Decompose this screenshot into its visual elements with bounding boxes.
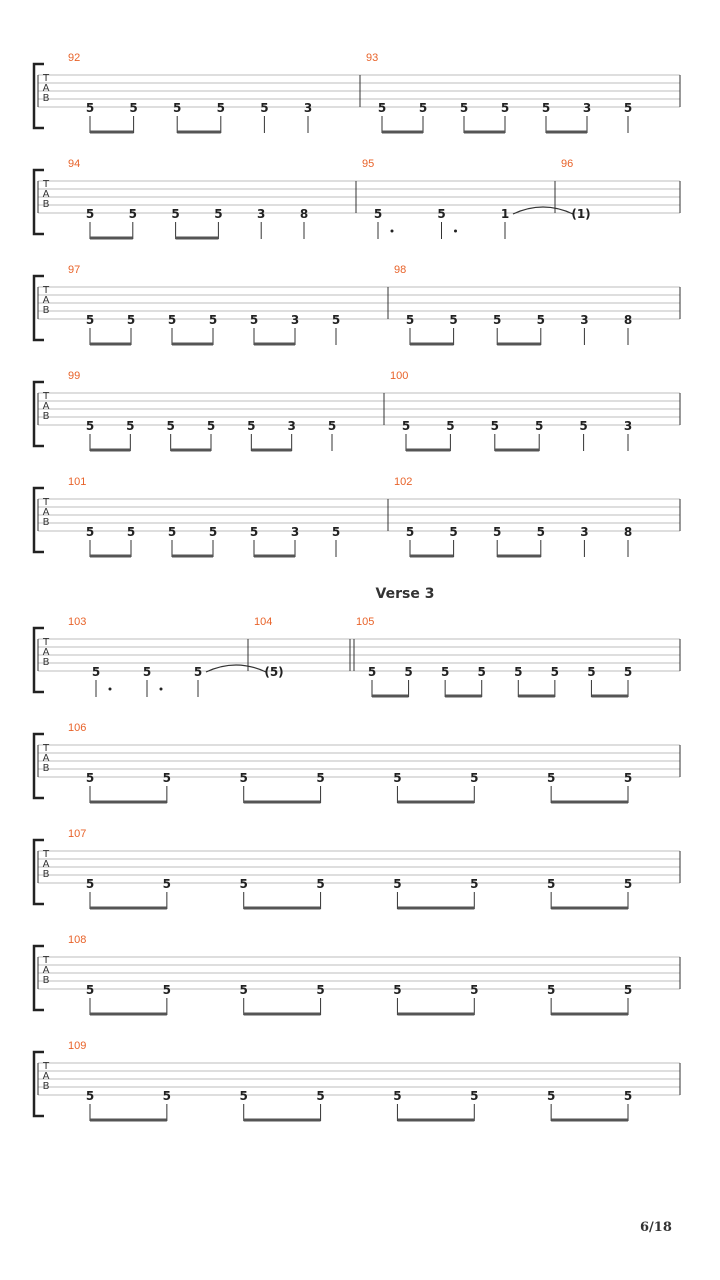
fret-number: 5 bbox=[459, 101, 469, 115]
tab-clef-letter: A bbox=[42, 859, 50, 870]
fret-number: 5 bbox=[85, 983, 95, 997]
section-title: Verse 3 bbox=[375, 586, 435, 602]
fret-number: (1) bbox=[571, 207, 591, 221]
fret-number: 5 bbox=[449, 525, 458, 539]
fret-number: 5 bbox=[316, 983, 325, 997]
fret-number: 5 bbox=[536, 313, 545, 327]
tab-clef-letter: B bbox=[42, 1081, 50, 1092]
fret-number: 5 bbox=[249, 525, 259, 539]
fret-number: 5 bbox=[85, 877, 95, 891]
fret-number: 5 bbox=[316, 771, 325, 785]
tab-clef-letter: T bbox=[42, 391, 50, 402]
fret-number: 5 bbox=[316, 1089, 325, 1103]
fret-number: 5 bbox=[546, 877, 556, 891]
fret-number: 5 bbox=[546, 771, 556, 785]
fret-number: 5 bbox=[126, 525, 136, 539]
fret-number: 5 bbox=[85, 207, 95, 221]
tab-clef-letter: A bbox=[42, 1071, 50, 1082]
measure-number: 99 bbox=[68, 370, 81, 382]
fret-number: 5 bbox=[579, 419, 588, 433]
fret-number: 5 bbox=[162, 1089, 172, 1103]
measure-number: 93 bbox=[366, 52, 379, 64]
fret-number: 5 bbox=[535, 419, 544, 433]
fret-number: 5 bbox=[405, 525, 415, 539]
fret-number: 5 bbox=[85, 313, 95, 327]
fret-number: 3 bbox=[290, 525, 300, 539]
fret-number: 5 bbox=[477, 665, 486, 679]
fret-number: 5 bbox=[126, 313, 136, 327]
fret-number: 5 bbox=[331, 525, 341, 539]
fret-number: 8 bbox=[299, 207, 309, 221]
fret-number: 5 bbox=[166, 419, 175, 433]
fret-number: 5 bbox=[171, 207, 180, 221]
tab-clef-letter: A bbox=[42, 83, 50, 94]
measure-number: 100 bbox=[390, 370, 409, 382]
fret-number: 5 bbox=[260, 101, 269, 115]
tab-clef-letter: B bbox=[42, 411, 50, 422]
fret-number: 5 bbox=[623, 877, 633, 891]
fret-number: 3 bbox=[580, 525, 589, 539]
fret-number: 8 bbox=[623, 313, 633, 327]
measure-number: 96 bbox=[561, 158, 574, 170]
rhythm-dot bbox=[454, 230, 457, 233]
fret-number: 5 bbox=[173, 101, 182, 115]
tab-clef-letter: B bbox=[42, 199, 50, 210]
fret-number: 5 bbox=[470, 771, 479, 785]
fret-number: 5 bbox=[85, 771, 95, 785]
fret-number: 5 bbox=[162, 877, 172, 891]
measure-number: 109 bbox=[68, 1040, 87, 1052]
fret-number: 5 bbox=[239, 983, 248, 997]
tab-clef-letter: T bbox=[42, 497, 50, 508]
fret-number: 3 bbox=[582, 101, 592, 115]
fret-number: 5 bbox=[129, 101, 138, 115]
fret-number: 5 bbox=[85, 101, 95, 115]
fret-number: 5 bbox=[126, 419, 135, 433]
fret-number: 5 bbox=[418, 101, 428, 115]
tab-clef-letter: T bbox=[42, 1061, 50, 1072]
fret-number: 5 bbox=[85, 419, 95, 433]
fret-number: 5 bbox=[536, 525, 545, 539]
fret-number: 5 bbox=[142, 665, 152, 679]
measure-number: 92 bbox=[68, 52, 81, 64]
fret-number: 3 bbox=[303, 101, 313, 115]
fret-number: 5 bbox=[490, 419, 499, 433]
fret-number: 5 bbox=[193, 665, 203, 679]
tab-clef-letter: B bbox=[42, 975, 50, 986]
fret-number: 5 bbox=[214, 207, 223, 221]
measure-number: 106 bbox=[68, 722, 87, 734]
tab-clef-letter: B bbox=[42, 869, 50, 880]
fret-number: 5 bbox=[249, 313, 259, 327]
tab-clef-letter: T bbox=[42, 637, 50, 648]
tab-clef-letter: B bbox=[42, 657, 50, 668]
tab-clef-letter: T bbox=[42, 179, 50, 190]
fret-number: 5 bbox=[393, 983, 402, 997]
fret-number: 5 bbox=[85, 525, 95, 539]
measure-number: 107 bbox=[68, 828, 87, 840]
tab-clef-letter: A bbox=[42, 401, 50, 412]
fret-number: 5 bbox=[404, 665, 413, 679]
measure-number: 108 bbox=[68, 934, 87, 946]
fret-number: 5 bbox=[446, 419, 455, 433]
fret-number: 5 bbox=[470, 877, 479, 891]
fret-number: 5 bbox=[437, 207, 446, 221]
fret-number: 5 bbox=[162, 983, 172, 997]
rhythm-dot bbox=[391, 230, 394, 233]
tab-clef-letter: T bbox=[42, 955, 50, 966]
measure-number: 95 bbox=[362, 158, 375, 170]
fret-number: (5) bbox=[264, 665, 284, 679]
rhythm-dot bbox=[160, 688, 163, 691]
fret-number: 5 bbox=[470, 1089, 479, 1103]
fret-number: 5 bbox=[239, 877, 248, 891]
tab-clef-letter: A bbox=[42, 753, 50, 764]
fret-number: 5 bbox=[208, 313, 218, 327]
tab-clef-letter: A bbox=[42, 295, 50, 306]
fret-number: 5 bbox=[373, 207, 383, 221]
tab-clef-letter: B bbox=[42, 763, 50, 774]
fret-number: 5 bbox=[128, 207, 137, 221]
fret-number: 3 bbox=[257, 207, 266, 221]
tab-clef-letter: B bbox=[42, 517, 50, 528]
fret-number: 5 bbox=[493, 313, 502, 327]
fret-number: 5 bbox=[546, 983, 556, 997]
fret-number: 5 bbox=[514, 665, 523, 679]
fret-number: 5 bbox=[331, 313, 341, 327]
fret-number: 5 bbox=[405, 313, 415, 327]
measure-number: 98 bbox=[394, 264, 407, 276]
fret-number: 5 bbox=[239, 771, 248, 785]
fret-number: 5 bbox=[623, 101, 633, 115]
fret-number: 5 bbox=[440, 665, 450, 679]
fret-number: 5 bbox=[500, 101, 510, 115]
fret-number: 5 bbox=[327, 419, 337, 433]
fret-number: 5 bbox=[493, 525, 502, 539]
fret-number: 5 bbox=[623, 1089, 633, 1103]
fret-number: 3 bbox=[290, 313, 300, 327]
tab-clef-letter: T bbox=[42, 285, 50, 296]
fret-number: 5 bbox=[546, 1089, 556, 1103]
fret-number: 5 bbox=[85, 1089, 95, 1103]
tab-clef-letter: B bbox=[42, 93, 50, 104]
tab-clef-letter: A bbox=[42, 507, 50, 518]
fret-number: 5 bbox=[377, 101, 387, 115]
tab-clef-letter: A bbox=[42, 965, 50, 976]
measure-number: 97 bbox=[68, 264, 81, 276]
measure-number: 105 bbox=[356, 616, 375, 628]
fret-number: 3 bbox=[623, 419, 633, 433]
fret-number: 5 bbox=[247, 419, 256, 433]
fret-number: 5 bbox=[470, 983, 479, 997]
fret-number: 5 bbox=[623, 983, 633, 997]
fret-number: 5 bbox=[393, 877, 402, 891]
tab-clef-letter: A bbox=[42, 189, 50, 200]
fret-number: 5 bbox=[239, 1089, 248, 1103]
fret-number: 5 bbox=[550, 665, 560, 679]
fret-number: 5 bbox=[393, 771, 402, 785]
tab-clef-letter: T bbox=[42, 73, 50, 84]
measure-number: 102 bbox=[394, 476, 413, 488]
tab-clef-letter: T bbox=[42, 743, 50, 754]
measure-number: 101 bbox=[68, 476, 87, 488]
tab-clef-letter: B bbox=[42, 305, 50, 316]
fret-number: 8 bbox=[623, 525, 633, 539]
fret-number: 5 bbox=[623, 665, 633, 679]
tab-clef-letter: T bbox=[42, 849, 50, 860]
fret-number: 5 bbox=[541, 101, 551, 115]
fret-number: 5 bbox=[167, 313, 177, 327]
fret-number: 5 bbox=[206, 419, 216, 433]
page-number: 6/18 bbox=[640, 1220, 672, 1235]
measure-number: 104 bbox=[254, 616, 273, 628]
fret-number: 5 bbox=[167, 525, 177, 539]
measure-number: 94 bbox=[68, 158, 81, 170]
fret-number: 5 bbox=[216, 101, 225, 115]
fret-number: 5 bbox=[91, 665, 101, 679]
tab-clef-letter: A bbox=[42, 647, 50, 658]
rhythm-dot bbox=[109, 688, 112, 691]
fret-number: 5 bbox=[401, 419, 411, 433]
fret-number: 5 bbox=[449, 313, 458, 327]
fret-number: 5 bbox=[587, 665, 596, 679]
fret-number: 1 bbox=[500, 207, 510, 221]
fret-number: 5 bbox=[367, 665, 377, 679]
fret-number: 5 bbox=[623, 771, 633, 785]
fret-number: 5 bbox=[208, 525, 218, 539]
fret-number: 5 bbox=[316, 877, 325, 891]
fret-number: 3 bbox=[580, 313, 589, 327]
fret-number: 5 bbox=[162, 771, 172, 785]
fret-number: 3 bbox=[287, 419, 296, 433]
fret-number: 5 bbox=[393, 1089, 402, 1103]
measure-number: 103 bbox=[68, 616, 87, 628]
